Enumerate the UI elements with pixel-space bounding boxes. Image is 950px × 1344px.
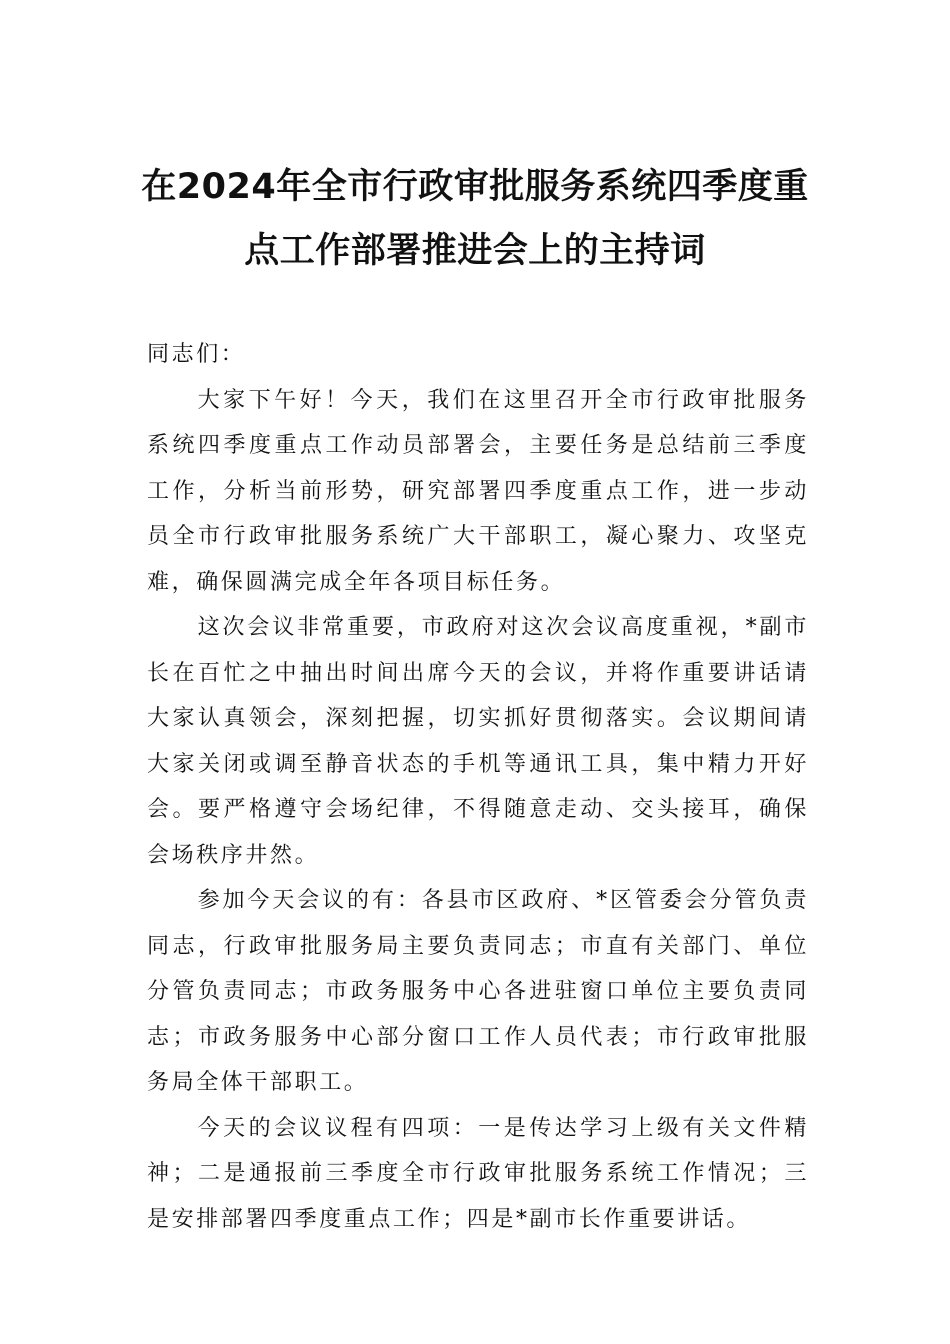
paragraph-attendees: 参加今天会议的有：各县市区政府、*区管委会分管负责同志，行政审批服务局主要负责同志；市直有关部门、单位分管负责同志；市政务服务中心各进驻窗口单位主要负责同志；市政务服务中心部分窗口工作人员代表；市行政审批服务局全体干部职工。 — [147, 888, 809, 1095]
salutation: 同志们： — [147, 342, 246, 367]
paragraph-meeting-importance: 这次会议非常重要，市政府对这次会议高度重视，*副市长在百忙之中抽出时间出席今天的会议，并将作重要讲话请大家认真领会，深刻把握，切实抓好贯彻落实。会议期间请大家关闭或调至静音状态的手机等通讯工具，集中精力开好会。要严格遵守会场纪律，不得随意走动、交头接耳，确保会场秩序井然。 — [147, 615, 809, 868]
document-title: 在2024年全市行政审批服务系统四季度重点工作部署推进会上的主持词 — [141, 167, 809, 271]
document-body — [147, 332, 809, 1242]
paragraph-agenda: 今天的会议议程有四项：一是传达学习上级有关文件精神；二是通报前三季度全市行政审批服务系统工作情况；三是安排部署四季度重点工作；四是*副市长作重要讲话。 — [147, 1115, 809, 1232]
paragraph-opening: 大家下午好！今天，我们在这里召开全市行政审批服务系统四季度重点工作动员部署会，主要任务是总结前三季度工作，分析当前形势，研究部署四季度重点工作，进一步动员全市行政审批服务系统广大干部职工，凝心聚力、攻坚克难，确保圆满完成全年各项目标任务。 — [147, 387, 809, 595]
